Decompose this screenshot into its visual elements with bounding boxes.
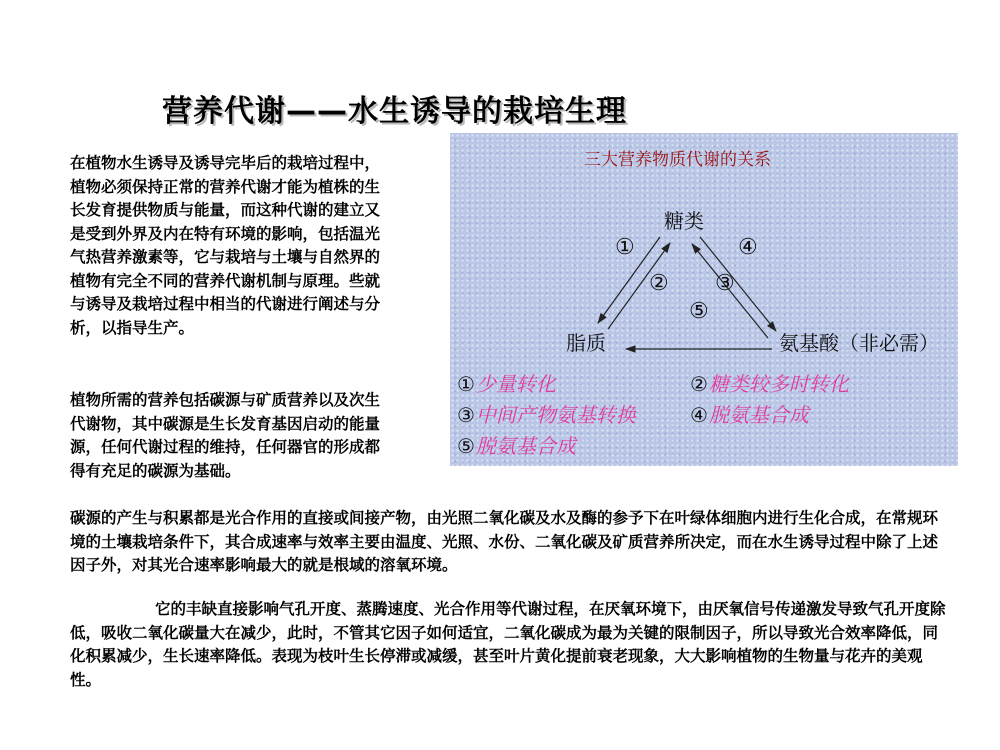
legend-number: ② xyxy=(690,372,708,396)
legend-item-3 xyxy=(457,399,636,428)
path-number-3: ③ xyxy=(715,271,735,296)
metabolism-diagram xyxy=(450,133,958,466)
legend-text: 少量转化 xyxy=(475,372,556,396)
legend-text: 脱氨基合成 xyxy=(475,434,576,458)
node-sugar: 糖类 xyxy=(664,209,704,233)
carbon-source-paragraph: 植物所需的营养包括碳源与矿质营养以及次生代谢物，其中碳源是生长发育基因启动的能量源，任何代谢过程的维持，任何器官的形成都得有充足的碳源为基础。 xyxy=(70,391,381,480)
path-number-4: ④ xyxy=(738,235,758,260)
legend-number: ⑤ xyxy=(457,434,475,458)
diagram-title: 三大营养物质代谢的关系 xyxy=(584,150,771,170)
legend-number: ① xyxy=(457,372,475,396)
legend-item-5 xyxy=(457,430,576,459)
intro-paragraph: 在植物水生诱导及诱导完毕后的栽培过程中，植物必须保持正常的营养代谢才能为植株的生长发育提供物质与能量，而这种代谢的建立又是受到外界及内在特有环境的影响，包括温光气热营养激素等，它与栽培与土壤与自然界的植物有完全不同的营养代谢机制与原理。些就与诱导及栽培过程中相当的代谢进行阐述与分析，以指导生产。 xyxy=(70,154,381,337)
legend-text: 脱氨基合成 xyxy=(708,403,809,427)
legend-item-2 xyxy=(690,368,849,397)
legend-number: ③ xyxy=(457,403,475,427)
legend-number: ④ xyxy=(690,403,708,427)
legend-text: 中间产物氨基转换 xyxy=(475,403,636,427)
path-number-5: ⑤ xyxy=(689,299,709,324)
node-amino-acid: 氨基酸（非必需） xyxy=(779,331,939,355)
path-number-1: ① xyxy=(615,235,635,260)
legend-text: 糖类较多时转化 xyxy=(708,372,849,396)
page-title: 营养代谢——水生诱导的栽培生理 xyxy=(162,94,627,129)
photosynthesis-paragraph: 碳源的产生与积累都是光合作用的直接或间接产物，由光照二氧化碳及水及酶的参予下在叶绿体细胞内进行生化合成，在常规环境的土壤栽培条件下，其合成速率与效率主要由温度、光照、水份、二氧化碳及矿质营养所决定，而在水生诱导过程中除了上述因子外，对其光合速率影响最大的就是根域的溶氧环境。 xyxy=(70,509,939,574)
legend-item-4 xyxy=(690,399,809,428)
anaerobic-paragraph: 它的丰缺直接影响气孔开度、蒸腾速度、光合作用等代谢过程，在厌氧环境下，由厌氧信号传递激发导致气孔开度除低，吸收二氧化碳量大在减少，此时，不管其它因子如何适宜，二氧化碳成为最为关键的限制因子，所以导致光合效率降低，同化积累减少，生长速率降低。表现为枝叶生长停滞或减缓，甚至叶片黄化提前衰老现象，大大影响植物的生物量与花卉的美观性。 xyxy=(70,600,946,689)
node-fat: 脂质 xyxy=(566,331,606,355)
path-number-2: ② xyxy=(649,271,669,296)
legend-item-1 xyxy=(457,368,556,397)
